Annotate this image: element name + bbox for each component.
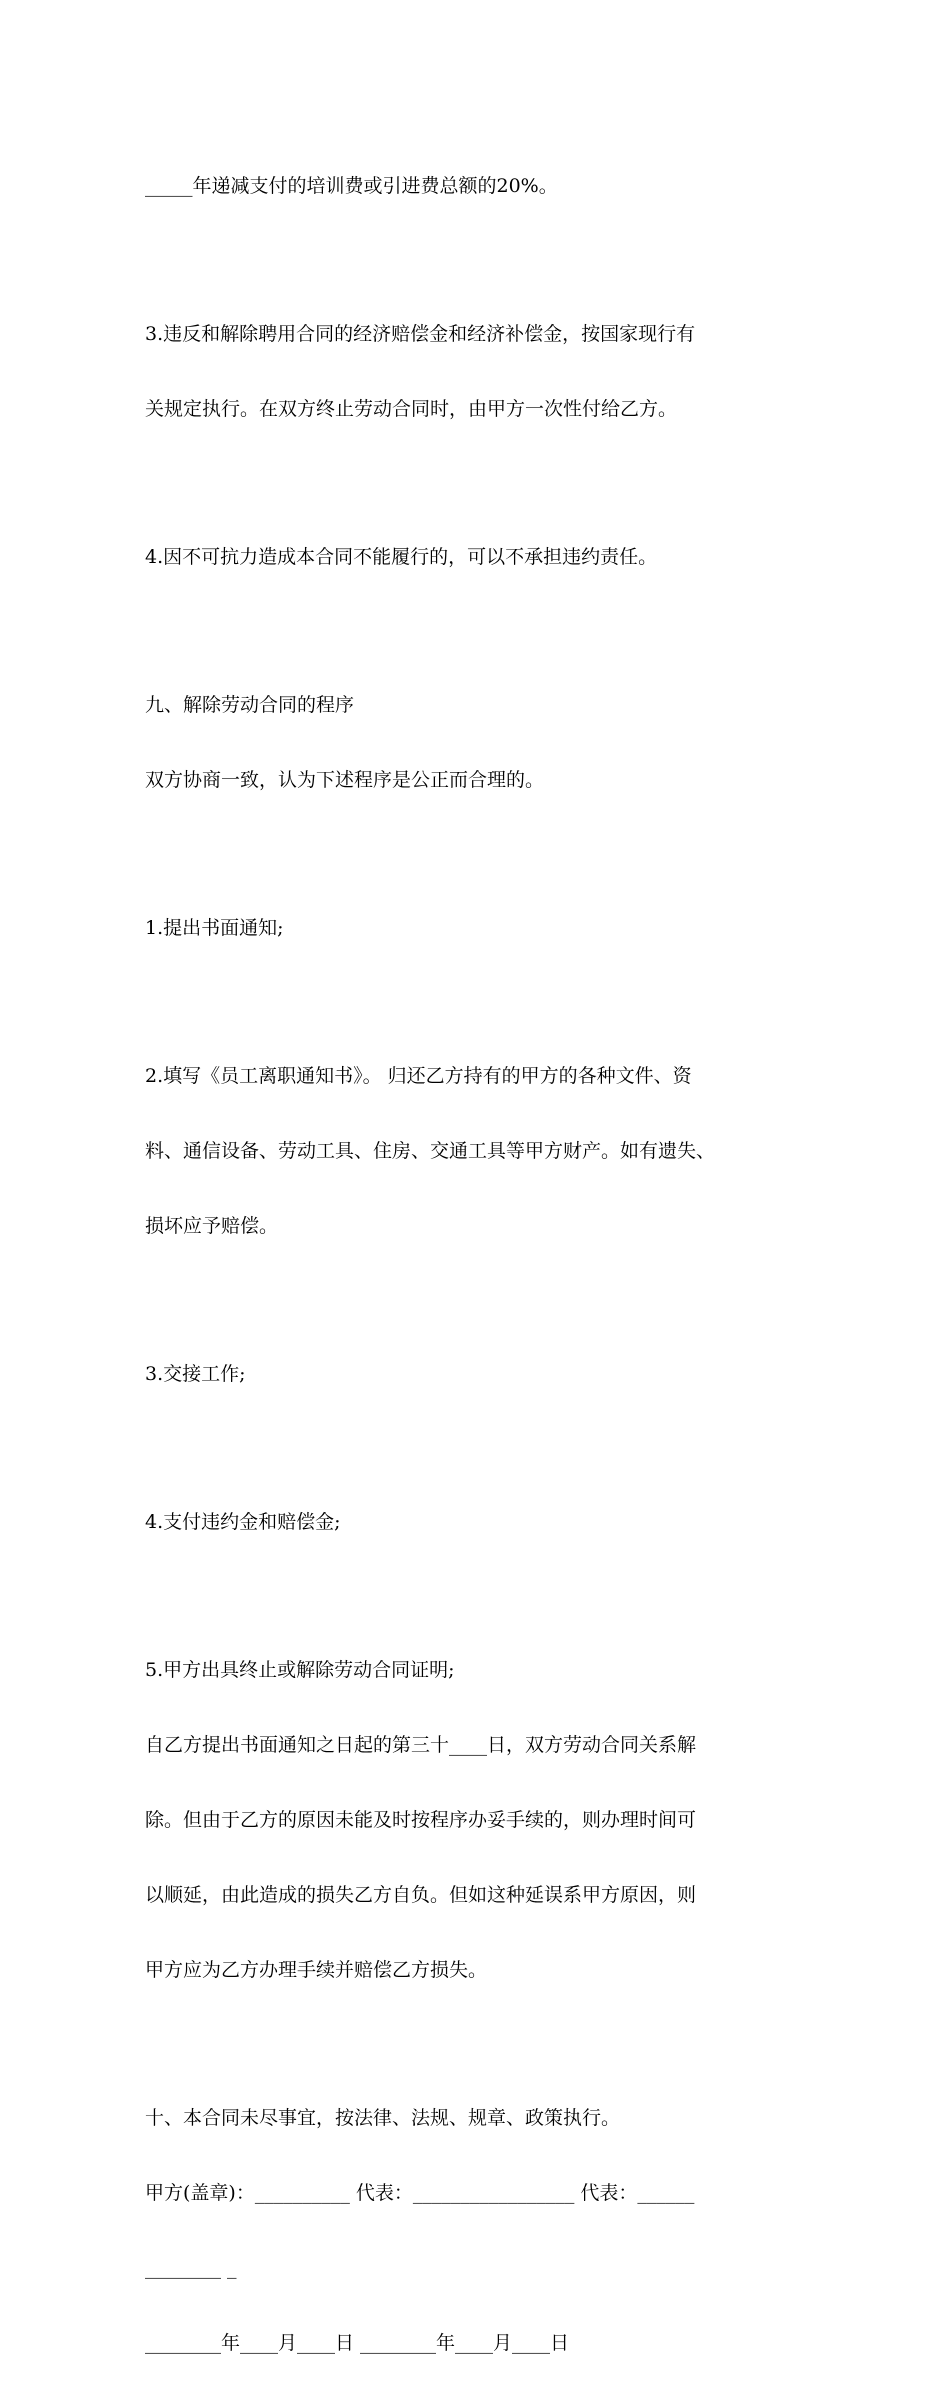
paragraph-step-1 [145,866,810,991]
text-line: 双方协商一致，认为下述程序是公正而合理的。 [145,769,545,791]
text-line: 2.填写《员工离职通知书》。 归还乙方持有的甲方的各种文件、资 [145,1065,692,1087]
paragraph-step-2 [145,1014,810,1289]
text-line: 关规定执行。在双方终止劳动合同时，由甲方一次性付给乙方。 [145,398,678,420]
text-line: 以顺延，由此造成的损失乙方自负。但如这种延误系甲方原因，则 [145,1884,697,1906]
section-signature [145,2056,810,2406]
section-heading: 十、本合同未尽事宜，按法律、法规、规章、政策执行。 [145,2107,621,2129]
paragraph-training-fee [145,124,810,249]
paragraph-step-4 [145,1460,810,1585]
text-line: 除。但由于乙方的原因未能及时按程序办妥手续的，则办理时间可 [145,1809,697,1831]
text-line: 损坏应予赔偿。 [145,1215,279,1237]
text-line: 料、通信设备、劳动工具、住房、交通工具等甲方财产。如有遗失、 [145,1140,716,1162]
date-line: ________年____月____日 ________年____月____日 [145,2332,570,2354]
text-line: 4.支付违约金和赔偿金; [145,1511,341,1533]
text-line: 甲方应为乙方办理手续并赔偿乙方损失。 [145,1959,488,1981]
signature-line: 甲方(盖章)：__________ 代表：_________________ 代表：______ [145,2182,695,2204]
paragraph-step-5 [145,1608,810,2033]
section-termination-procedure [145,643,810,843]
text-line: 自乙方提出书面通知之日起的第三十____日，双方劳动合同关系解 [145,1734,697,1756]
text-line: 3.违反和解除聘用合同的经济赔偿金和经济补偿金，按国家现行有 [145,323,696,345]
text-line: 5.甲方出具终止或解除劳动合同证明; [145,1659,455,1681]
paragraph-step-3 [145,1312,810,1437]
text-line: 1.提出书面通知; [145,917,284,939]
text-line: 4.因不可抗力造成本合同不能履行的，可以不承担违约责任。 [145,546,658,568]
document-body [145,124,810,2406]
text-line: 3.交接工作; [145,1363,246,1385]
paragraph-compensation [145,272,810,472]
paragraph-force-majeure [145,495,810,620]
signature-line: ________ _ [145,2257,237,2279]
text-line: _____年递减支付的培训费或引进费总额的20%。 [145,175,558,197]
section-heading: 九、解除劳动合同的程序 [145,694,355,716]
